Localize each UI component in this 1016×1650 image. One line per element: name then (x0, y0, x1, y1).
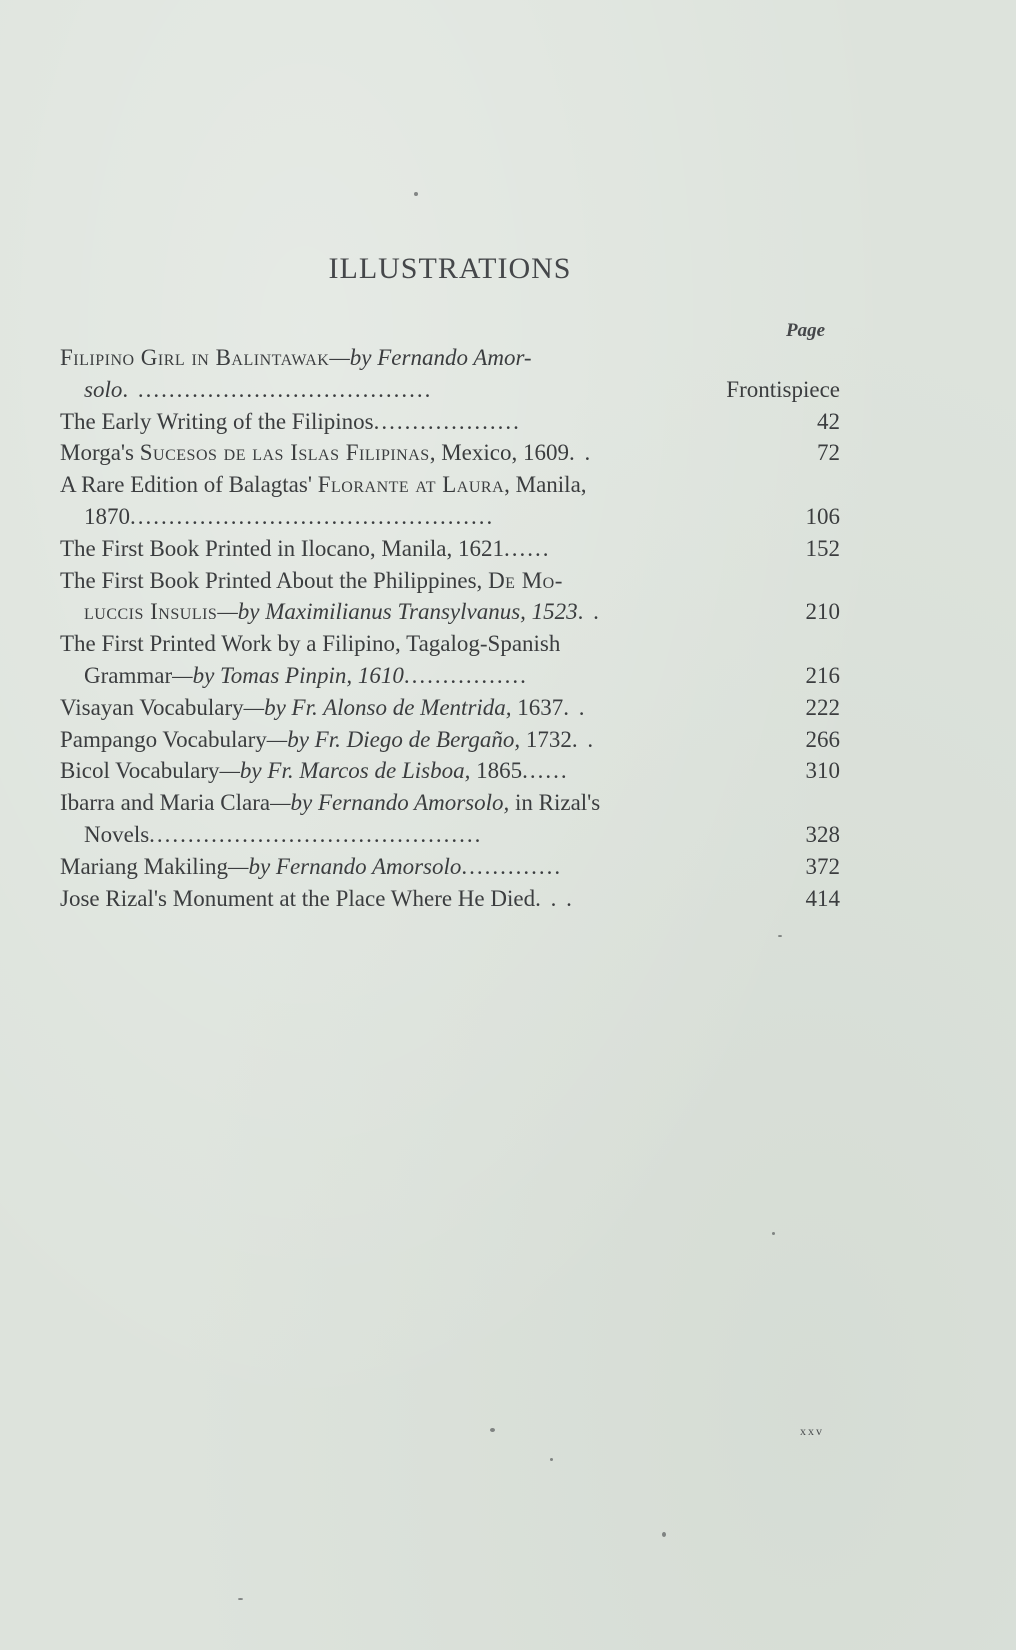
dot-leader: ............................................... (130, 503, 495, 529)
entry-year: 1732 (520, 726, 572, 752)
list-item (60, 342, 840, 374)
entry-title-cont: Grammar (84, 662, 173, 688)
dot-leader: . . . (535, 885, 574, 911)
list-item-continuation (60, 819, 840, 851)
paper-speck (238, 1598, 243, 1600)
dot-leader: . . (568, 440, 593, 466)
list-item-continuation (60, 501, 840, 533)
entry-year: 1865 (470, 758, 523, 784)
entry-author: —by Fernando Amorsolo, (270, 790, 510, 816)
entry-author: —by Fernando Amorsolo (228, 853, 462, 879)
entry-title-sc: Sucesos de las Islas Filipinas (139, 440, 430, 466)
list-item (60, 755, 840, 787)
entry-title: Filipino Girl in Balintawak (60, 345, 330, 370)
entry-author: —by Fernando Amor- (329, 345, 532, 370)
entry-detail-cont: Novels (84, 821, 150, 847)
dot-leader: . ...................................... (122, 376, 433, 402)
dot-leader: . . (577, 599, 601, 625)
paper-speck (550, 1458, 553, 1461)
entry-detail: , Mexico, 1609 (429, 440, 569, 466)
page-folio: xxv (800, 1424, 824, 1438)
entry-page: Frontispiece (726, 376, 840, 402)
list-item (60, 469, 840, 501)
entry-title: Jose Rizal's Monument at the Place Where He Died (60, 885, 536, 911)
entry-title: Pampango Vocabulary (60, 726, 267, 752)
dot-leader: ................... (373, 408, 521, 434)
entry-title: Morga's (60, 440, 140, 466)
dot-leader: . . (563, 694, 587, 720)
entry-author: —by Fr. Marcos de Lisboa, (219, 758, 471, 784)
entry-author: —by Maximilianus Transylvanus, 1523 (217, 599, 578, 625)
entry-title: Ibarra and Maria Clara (60, 790, 271, 816)
list-item (60, 787, 840, 819)
entry-page: 222 (805, 694, 840, 720)
entry-page: 72 (817, 440, 840, 466)
list-item (60, 851, 840, 883)
list-item-continuation (60, 596, 840, 628)
list-item (60, 437, 840, 469)
entry-detail: , Manila, (504, 472, 587, 498)
entry-author: —by Fr. Diego de Bergaño, (266, 726, 521, 752)
entry-detail: in Rizal's (509, 790, 601, 816)
list-item (60, 692, 840, 724)
entry-author: —by Tomas Pinpin, 1610 (172, 662, 404, 688)
entry-title-sc: Florante at Laura (317, 472, 505, 498)
page-title: ILLUSTRATIONS (328, 252, 572, 285)
entry-title: The Early Writing of the Filipinos (60, 408, 374, 434)
list-item (60, 565, 840, 597)
list-item (60, 628, 840, 660)
list-item (60, 406, 840, 438)
list-item (60, 883, 840, 915)
list-item (60, 533, 840, 565)
entry-author: —by Fr. Alonso de Mentrida, (243, 694, 512, 720)
paper-speck (778, 935, 782, 937)
entry-author-cont: solo (84, 376, 123, 402)
entry-detail-cont: 1870 (84, 503, 130, 529)
entry-page: 372 (805, 853, 840, 879)
illustrations-list (60, 342, 840, 914)
entry-title: The First Book Printed in Ilocano, Manila, 1621 (60, 535, 504, 561)
entry-page: 310 (805, 758, 840, 784)
dot-leader: ................ (403, 662, 528, 688)
paper-speck (490, 1428, 495, 1432)
dot-leader: ............. (461, 853, 563, 879)
entry-page: 266 (805, 726, 840, 752)
entry-page: 210 (805, 599, 840, 625)
list-item-continuation (60, 660, 840, 692)
dot-leader: ...... (503, 535, 551, 561)
entry-title-sc-cont: luccis Insulis (84, 599, 218, 625)
entry-year: 1637 (511, 694, 564, 720)
entry-page: 414 (805, 885, 840, 911)
entry-page: 152 (805, 535, 840, 561)
paper-speck (772, 1232, 775, 1235)
entry-page: 42 (817, 408, 840, 434)
paper-speck (662, 1532, 666, 1537)
page-column-label: Page (786, 320, 826, 341)
paper-speck (414, 192, 418, 196)
entry-title: The First Book Printed About the Philippines, (60, 567, 489, 593)
dot-leader: ........................................... (149, 821, 483, 847)
entry-title-sc: De Mo- (488, 567, 563, 593)
dot-leader: ...... (522, 758, 569, 784)
entry-page: 328 (805, 821, 840, 847)
entry-title: The First Printed Work by a Filipino, Tagalog-Spanish (60, 631, 561, 657)
dot-leader: . . (571, 726, 596, 752)
entry-title: Bicol Vocabulary (60, 758, 220, 784)
list-item-continuation (60, 374, 840, 406)
list-item (60, 724, 840, 756)
entry-page: 106 (805, 503, 840, 529)
entry-title: Visayan Vocabulary (60, 694, 244, 720)
entry-title: A Rare Edition of Balagtas' (60, 472, 318, 498)
entry-title: Mariang Makiling (60, 853, 228, 879)
entry-page: 216 (805, 662, 840, 688)
